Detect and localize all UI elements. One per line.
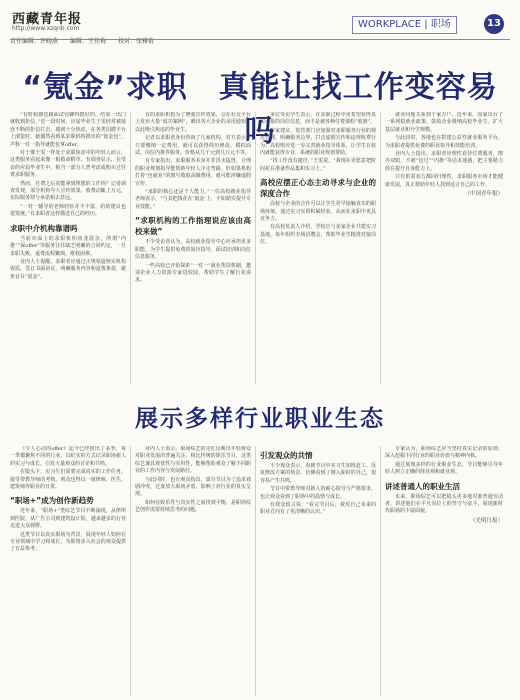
body-paragraph: 如何在娱乐性与真实性之间找到平衡，是职场综艺创作需要持续思考的问题。 xyxy=(135,499,251,514)
newspaper-page xyxy=(10,0,510,700)
masthead xyxy=(10,6,510,45)
body-paragraph: 与此同时，也有观众指出，部分节目为了追求戏剧冲突，过度放大职场矛盾，影响了对行业的真实呈现。 xyxy=(135,476,251,498)
body-paragraph: 然而，付费之后真能拿到理想的工作吗？记者调查发现，部分机构夸大宣传效果，收费动辄上万元，实际服务却与承诺相去甚远。 xyxy=(10,180,126,202)
article2-column-4 xyxy=(385,446,503,696)
body-paragraph: “有时候感觉跟面试官聊得挺好的，结果一出门就收到拒信，”近一段时间，应届毕业生王雯经常被接连不断的拒信打击，感到十分焦虑。在各类招聘平台上浏览时，她偶然看到某求职机构推出的“氪金包”，声称一对一指导就能包拿offer。 xyxy=(10,112,126,148)
article1-column-3 xyxy=(260,112,376,384)
body-paragraph: “一对一辅导的老师经验并不丰富，给的建议也很笼统。”有求职者这样描述自己的经历。 xyxy=(10,203,126,218)
body-paragraph: 专家建议，监管部门应加强对求职服务行业的规范管理，明确服务边界，打击虚假宣传和违规收费行为；高校则应进一步完善就业指导体系，让学生在校内就能获得专业、系统的职业规划帮助。 xyxy=(260,127,376,157)
body-paragraph: 当前市面上的求职机构鱼龙混杂。所谓“内推”“保offer”等服务往往缺乏明确的合同约定，一旦求职失败，退费流程繁琐，维权困难。 xyxy=(10,235,126,257)
body-paragraph: 多位受访学生表示，在求职过程中更希望获得真实可靠的岗位信息，而不是被各种付费课程“收割”。 xyxy=(260,112,376,126)
subheading: 引发观众的共情 xyxy=(260,451,313,460)
body-paragraph: 对于像王雯一样处于求职焦虑中的年轻人而言，这类服务看起来像一根救命稻草。有调查显示，在受访的应届毕业生中，相当一部分人曾考虑或购买过付费求职服务。 xyxy=(10,150,126,179)
body-paragraph: 一些高校已开始探索“一对一”就业帮扶机制，邀请企业人力资源专家进校园，帮助学生了解行业需求。 xyxy=(135,262,251,284)
subheading: “职场+”成为创作新趋势 xyxy=(10,496,94,506)
body-paragraph: 不少观众表示，看到节目中实习生加班赶工、反复修改方案的场景，仿佛看到了刚入职时的自己，很容易产生共鸣。 xyxy=(260,463,376,484)
paper-url: http://www.xzqnb.com xyxy=(12,25,80,32)
article1-headline: “氪金”求职 真能让找工作变容易吗 xyxy=(22,70,498,149)
column-divider xyxy=(255,446,256,696)
column-divider xyxy=(130,446,131,696)
subheading: 讲述普通人的职业生活 xyxy=(385,481,460,491)
column-divider xyxy=(130,112,131,384)
body-paragraph: 只有供需双方都回归理性，求职服务市场才能健康发展，真正帮助年轻人找到适合自己的工作。 xyxy=(385,174,503,188)
article2-column-2 xyxy=(135,446,251,696)
body-paragraph: 高校与企业的合作可以让学生更早接触真实的职场环境，通过实习实训积累经验，从而在求职中更具竞争力。 xyxy=(260,201,376,223)
body-paragraph: 《令人心动的offer》迄今已经推出了多季，每一季都聚焦不同的行业，以纪实的方式记录职场新人的实习与成长，引发大量观众的讨论和共鸣。 xyxy=(10,446,126,467)
paper-name: 西藏青年报 xyxy=(12,12,83,27)
article2-column-3 xyxy=(260,446,376,696)
subheading: 求职中介机构靠谱吗 xyxy=(10,223,78,233)
body-paragraph: 业内人士提醒，求职者应通过正规渠道核实机构资质，签订书面协议，明确服务内容和退费条款，避免盲目“氪金”。 xyxy=(10,258,126,280)
body-paragraph: 节目中带教导师对新人的耐心指导与严格要求，也让观众看到了职场中的温情与成长。 xyxy=(260,486,376,500)
subheading: “求职机构的工作指理说应该由高校来做” xyxy=(135,216,251,237)
body-paragraph: 与此同时，各地也在搭建公益性就业服务平台，为求职者提供免费的职业指导和技能培训。 xyxy=(385,135,503,149)
header-rule xyxy=(10,39,510,40)
body-paragraph: 未来，职场综艺可以把镜头更多地对准普通劳动者，讲述他们在平凡岗位上的坚守与奋斗，展现新时代职场的丰富面貌。 xyxy=(385,493,503,515)
article1-column-1 xyxy=(10,112,126,384)
body-paragraph: 就业问题关系到千家万户。近年来，国家出台了一系列稳就业政策，鼓励企业吸纳高校毕业生，扩大基层就业和升学规模。 xyxy=(385,112,503,133)
body-paragraph: “求职的核心还是个人能力，”一位高校就业指导老师表示，“与其把钱花在‘氪金’上，不如踏实提升专业技能。” xyxy=(135,189,251,210)
body-paragraph: 这类节目以真实职场为背景，展现年轻人如何在专业领域中学习和成长，为即将步入社会的观众提供了有益参考。 xyxy=(10,531,126,553)
author-credit: （中国青年报） xyxy=(464,191,503,198)
body-paragraph: 有观众留言说：“看完节目后，我对自己未来的职业方向有了更清晰的认识。” xyxy=(260,502,376,516)
body-paragraph: 业内人士表示，职场综艺的走红反映出年轻观众对职业发展的普遍关注。相比传统的娱乐节目，这类综艺兼具观赏性与实用性，能够帮助观众了解不同职业的工作内容与发展路径。 xyxy=(135,446,251,475)
column-divider xyxy=(255,112,256,384)
body-paragraph: 不少受访者认为，高校就业指导中心应承担更多职能，为学生提供免费的简历指导、面试培训和岗位信息服务。 xyxy=(135,239,251,261)
article1-column-2 xyxy=(135,112,251,384)
body-paragraph: 有专家指出，求职服务本身并非洪水猛兽，合理的职业规划指导能帮助年轻人少走弯路。但如果机构打着“包就业”的旗号收取高额费用，就可能涉嫌虚假宣传。 xyxy=(135,158,251,187)
body-paragraph: “找工作没有捷径，”王雯说，“我现在更愿意把时间花在准备作品集和实习上。” xyxy=(260,158,376,172)
body-paragraph: 近年来，“职场+”类综艺节目不断涌现，从律所到医院，从广告公司到建筑设计院，越来越多的行业走进大众视野。 xyxy=(10,508,126,530)
author-credit: （光明日报） xyxy=(469,517,503,524)
body-paragraph: 在镜头下，实习生们需要完成真实的工作任务，接受带教导师的考核，观众也得以一窥律师、医生、建筑师等职业的日常。 xyxy=(10,469,126,491)
article2-column-1 xyxy=(10,446,126,696)
column-divider xyxy=(380,112,381,384)
section-label: WORKPLACE | 职场 xyxy=(352,16,457,34)
subheading: 高校应摆正心态主动寻求与企业的深度合作 xyxy=(260,178,376,199)
article1-column-4 xyxy=(385,112,503,384)
body-paragraph: 有高校负责人介绍，学校正与多家企业共建实习基地，每年组织专场招聘会，帮助毕业生精准对接岗位。 xyxy=(260,224,376,246)
body-paragraph: 业内人士指出，求职者应理性看待付费服务，擦亮双眼，不被“包过”“内推”等话术迷惑，把主要精力放在提升自身能力上。 xyxy=(385,151,503,172)
body-paragraph: 有的求职机构为了增强宣传效果，会在社交平台上发布大量“成功案例”，晒出各大企业的录用通知，以此吸引焦虑的毕业生。 xyxy=(135,112,251,133)
article2-headline: 展示多样行业职业生态 xyxy=(135,406,385,432)
body-paragraph: 专家认为，职场综艺应当坚持真实记录的原则，深入挖掘不同行业的职业价值与精神内核。 xyxy=(385,446,503,460)
column-divider xyxy=(380,446,381,696)
body-paragraph: 通过展现多样的行业职业生态，节目能够引导年轻人树立正确的择业观和就业观。 xyxy=(385,461,503,476)
body-paragraph: 记者以求职者身份咨询了几家机构，对方表示，只要缴纳一定费用，就可以获得简历修改、模拟面试、岗位内推等服务，价格从几千元到几万元不等。 xyxy=(135,135,251,157)
editor-credits: 责任编辑：许晓燕 编辑：王佳梅 校对：张雅倩 xyxy=(10,38,155,45)
page-number-badge: 13 xyxy=(484,14,504,34)
